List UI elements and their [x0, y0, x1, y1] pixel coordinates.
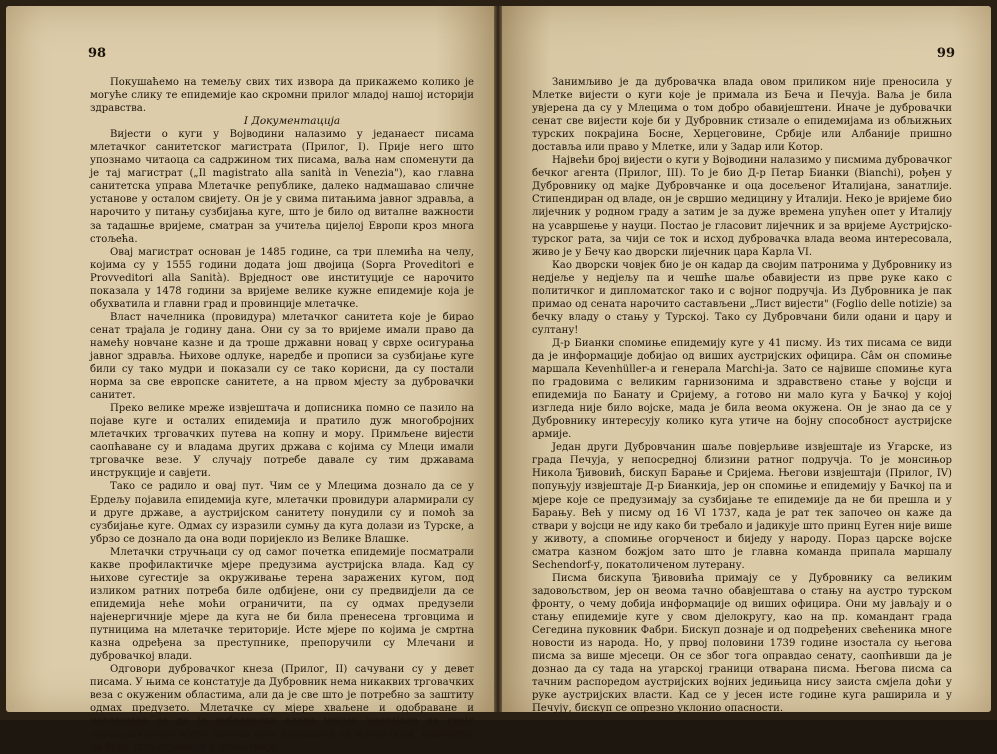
left-page-text	[90, 76, 474, 754]
paragraph: Млетачки стручњаци су од самог почетка епидемије посматрали какве профилактичке мјере предузима аустријска влада. Кад су њихове сугестије за окруживање терена заражених кугом, под изликом ратних потреба биле одбијене, они су предвидјели да се епидемија неће моћи ограничити, па су одмах предузели најенергичније мјере да куга не би била пренесена трговцима и путницима на млетачке територије. Исте мјере по којима је смртна казна одређена за преступнике, препоручили су Млечани и дубровачкој влади.	[90, 546, 474, 663]
paragraph: Занимљиво је да дубровачка влада овом приликом није преносила у Млетке вијести о куги које је примала из Беча и Печуја. Ваља је била увјерена да су у Млецима о том добро обавијештени. Иначе је дубровачки сенат све вијести које би у Дубровник стизале о епидемијама из обљижњих турских покрајина Босне, Херцеговине, Србије или Албаније пришно доставља или право у Млетке, или у Задар или Котор.	[532, 77, 952, 154]
paragraph: Највећи број вијести о куги у Војводини налазимо у писмима дубровачког бечког агента (Прилог, III). То је био Д-р Петар Бианки (Bianchi), рођен у Дубровнику од мајке Дубровчанке и оца досељеног Италијана, занатлије. Стипендиран од владе, он је свршио медицину у Италији. Неко је вријеме био лијечник у родном граду а затим је за дуже времена упућен опет у Италију на усавршење у науци. Постао је гласовит лијечник и за вријеме Аустријско-турског рата, за чији се ток и исход дубровачка влада веома интересовала, живо је у Бечу као дворски лијечник цара Карла VI.	[532, 155, 952, 258]
paragraph: Власт начелника (провидура) млетачког санитета које је бирао сенат трајала је годину дана. Они су за то вријеме имали право да намећу новчане казне и да троше државни новац у сврхе осигурања јавног здравља. Њихове одлуке, наредбе и прописи за сузбијање куге били су тако мудри и показали су се тако корисни, да су постали норма за све европске санитете, а на првом мјесту за дубровачки санитет.	[90, 311, 474, 402]
page-number-right: 99	[936, 46, 955, 61]
page-number-left: 98	[88, 46, 107, 61]
paragraph: Овај магистрат основан је 1485 године, са три племића на челу, којима су у 1555 години додата још двојица (Sopra Proveditori e Provveditori alla Sanità). Врједност ове институције се нарочито показала у 1478 години за вријеме велике кужне епидемије која је обухватила и главни град и провинције млетачке.	[90, 246, 474, 310]
paragraph: Д-р Бианки спомиње епидемију куге у 41 писму. Из тих писама се види да је информације добијао од виших аустријских официра. Сâм он спомиње маршала Kevenhüller-а и генерала Marchi-ја. Зато се највише спомиње куга по градовима с великим гарнизонима и здравствено стање у војсци и епидемија по Банату и Сријему, а готово ни мало куга у Бачкој у којој изгледа није било војске, мада је била веома окужена. Он је знао да се у Дубровнику интересују колико куга утиче на бојну способност аустријске армије.	[532, 337, 952, 441]
left-page	[6, 6, 494, 754]
paragraph: Вијести о куги у Војводини налазимо у једанаест писама млетачког санитетског магистрата (Прилог, I). Прије него што упознамо читаоца са садржином тих писама, ваља нам споменути да је тај магистрат („Il magistrato alla sanità in Venezia"), као главна санитетска управа Млетачке републике, далеко надмашавао сличне установе у осталом свијету. Он је у свима питањима јавног здравља, а нарочито у питању сузбијања куге, што је било од виталне важности за тадашње вријеме, сматран за учитеља цијелој Европи кроз многа стољећа.	[90, 129, 474, 245]
paragraph: Као дворски човјек био је он кадар да својим патронима у Дубровнику из недјеље у недјељу па и чешће шаље обавијести из прве руке како с политичког и дипломатског тако и с војног подручја. Из Дубровника је пак примао од сената нарочито састављени „Лист вијести" (Foglio delle notizie) за бечку владу о стању у Турској. Тако су Дубровчани били одани и цару и султану!	[532, 259, 952, 336]
paragraph: Тако се радило и овај пут. Чим се у Млецима дознало да се у Ердељу појавила епидемија куге, млетачки провидури алармирали су и друге државе, а аустријском санитету понудили су и помоћ за сузбијање куге. Одмах су изразили сумњу да куга долази из Турске, а убрзо се дознало да она води поријекло из Велике Влашке.	[90, 481, 474, 545]
paragraph: Одговори дубровачког кнеза (Прилог, II) сачувани су у девет писама. У њима се констатује да Дубровник нема никаквих трговачких веза с окуженим областима, али да је све што је потребно за заштиту одмах предузето. Млетачке су мјере хваљене и одобраване и наглашава се да је дубровачка влада увијек настојала да своје профилактичне мјере против куге изједначи са млетачким, настојећи да буду што строжије и егзактније.	[90, 664, 474, 754]
right-page	[502, 6, 991, 715]
paragraph: Писма бискупа Ђивовића примају се у Дубровнику са великим задовољством, јер он веома тачно обавјештава о стању на аустро турском фронту, о чему добија информације од виших официра. Они му јављају и о стању епидемије куге у свом дјелокругу, као на пр. командант града Сегедина пуковник Фабри. Бискуп дознаје и од подређених свећеника многе новости из народа. Но, у првој половини 1739 године изостала су његова писма за више мјесеци. Он се због тога оправдао сенату, саопћивши да је дознао да су тада на угарској граници отварана писма. Његова писма са тачним распоредом аустријских војних једињица нису заиста смјела доћи у руке аустријских власти. Кад се у јесен исте године куга раширила и у Печују, бискуп се опрезно уклонио опасности.	[532, 572, 952, 715]
section-heading: I Документација	[243, 115, 341, 128]
paragraph: Покушаћемо на темељу свих тих извора да прикажемо колико је могуће слику те епидемије као скромни прилог младој нашој историји здравства.	[90, 77, 474, 115]
paragraph: Преко велике мреже извјештача и дописника помно се пазило на појаве куге и осталих епидемија и пратило дуж многобројних млетачких трговачких путева на копну и мору. Примљене вијести саопћаване су и владама других држава с којима су Млеци имали трговачке везе. У случају потребе давале су тим државама инструкције и савјети.	[90, 403, 474, 480]
right-page-text	[532, 76, 952, 715]
book-gutter	[494, 6, 502, 712]
paragraph: Један други Дубровчанин шаље повјерљиве извјештаје из Угарске, из града Печуја, у непосредној близини ратног подручја. То је монсињор Никола Ђивовић, бискуп Барање и Сријема. Његови извјештаји (Прилог, IV) попуњују извјештаје Д-р Бианкија, јер он спомиње и епидемију у Бачкој па и мјере које се предузимају за сузбијање те епидемије да не би прешла и у Барању. Већ у писму од 16 VI 1737, када је рат тек започео он каже да ствари у војсци не иду како би требало и јадикује што принц Еуген није више у животу, а спомиње огорченост и биједу у народу. Пораз царске војске сматра казном божјом зато што је главна команда припала маршалу Sechendorf-у, покатоличеном лутерану.	[532, 442, 952, 571]
